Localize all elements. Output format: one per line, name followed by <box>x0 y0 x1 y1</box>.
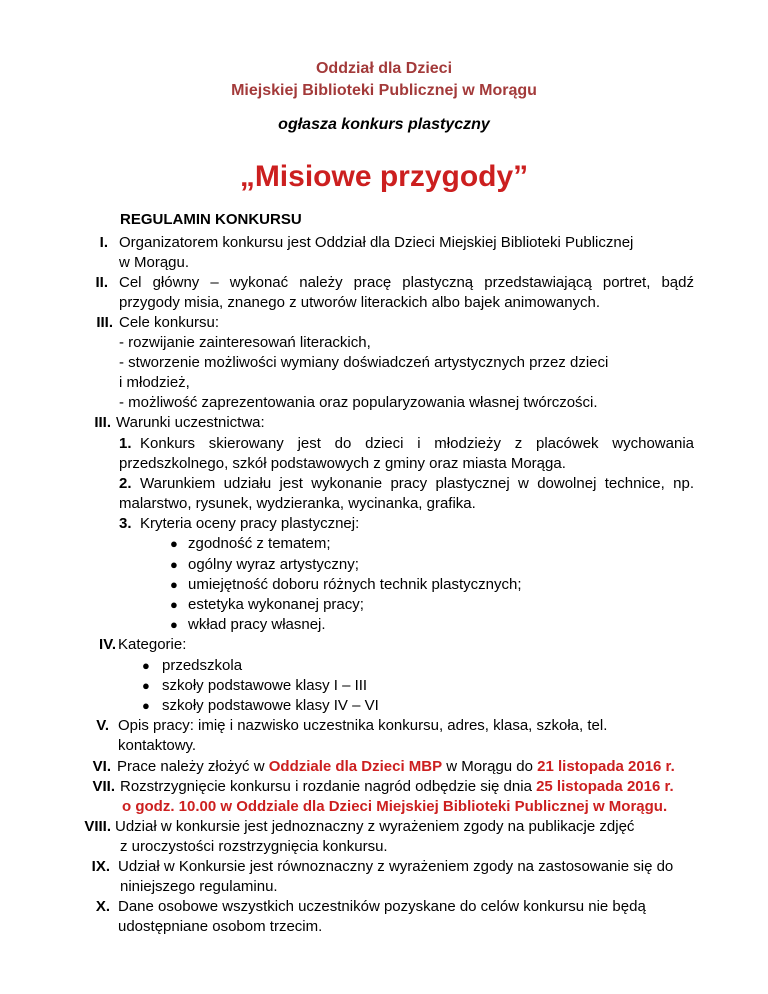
section-8-line-2: z uroczystości rozstrzygnięcia konkursu. <box>120 838 388 855</box>
criterion-item: ogólny wyraz artystyczny; <box>188 556 359 573</box>
category-item: przedszkola <box>162 657 243 674</box>
section-number: IV. <box>99 636 116 653</box>
goal-item-continued: i młodzież, <box>119 374 190 391</box>
section-2-line-2: przygody misia, znanego z utworów literackich albo bajek animowanych. <box>119 294 601 311</box>
contest-title: „Misiowe przygody” <box>239 160 529 193</box>
bullet-icon: ● <box>142 678 150 693</box>
section-7-line-2: o godz. 10.00 w Oddziale dla Dzieci Miejskiej Biblioteki Publicznej w Morągu. <box>122 798 668 815</box>
condition-number: 3. <box>119 515 132 532</box>
bullet-icon: ● <box>170 557 178 572</box>
section-6-text: Prace należy złożyć w Oddziale dla Dzieci MBP w Morągu do 21 listopada 2016 r. <box>117 758 675 775</box>
category-item: szkoły podstawowe klasy I – III <box>162 677 368 694</box>
section-1-line-1: Organizatorem konkursu jest Oddział dla Dzieci Miejskiej Biblioteki Publicznej <box>119 234 634 251</box>
section-number: II. <box>95 274 108 291</box>
section-number: VII. <box>92 778 115 795</box>
section-number: V. <box>96 717 109 734</box>
subtitle: ogłasza konkurs plastyczny <box>278 116 490 133</box>
section-2-line-1: Cel główny – wykonać należy pracę plastyczną przedstawiającą portret, bądź <box>119 274 694 291</box>
highlight-location: Oddziale dla Dzieci MBP <box>268 758 443 775</box>
regulamin-heading: REGULAMIN KONKURSU <box>120 211 302 228</box>
section-10-line-2: udostępniane osobom trzecim. <box>118 918 323 935</box>
condition-1-line-2: przedszkolnego, szkół podstawowych z gminy oraz miasta Morąga. <box>119 455 566 472</box>
header-line-2: Miejskiej Biblioteki Publicznej w Morągu <box>231 82 537 99</box>
bullet-icon: ● <box>170 597 178 612</box>
bullet-icon: ● <box>170 617 178 632</box>
section-1-line-2: w Morągu. <box>119 254 190 271</box>
goal-item: - rozwijanie zainteresowań literackich, <box>119 334 371 351</box>
criterion-item: umiejętność doboru różnych technik plastycznych; <box>188 576 522 593</box>
section-3b-title: Warunki uczestnictwa: <box>116 414 265 431</box>
condition-2-line-2: malarstwo, rysunek, wydzieranka, wycinanka, grafika. <box>119 495 476 512</box>
section-number: VIII. <box>84 818 111 835</box>
category-item: szkoły podstawowe klasy IV – VI <box>162 697 379 714</box>
condition-3-line-1: Kryteria oceny pracy plastycznej: <box>140 515 360 532</box>
section-5-line-2: kontaktowy. <box>118 737 197 754</box>
section-3-title: Cele konkursu: <box>119 314 220 331</box>
section-number: IX. <box>91 858 110 875</box>
condition-1-line-1: Konkurs skierowany jest do dzieci i młodzieży z placówek wychowania <box>140 435 694 452</box>
section-7-text: Rozstrzygnięcie konkursu i rozdanie nagród odbędzie się dnia 25 listopada 2016 r. <box>120 778 674 795</box>
bullet-icon: ● <box>170 536 178 551</box>
section-8-line-1: Udział w konkursie jest jednoznaczny z wyrażeniem zgody na publikacje zdjęć <box>115 818 635 835</box>
highlight-deadline: 21 listopada 2016 r. <box>537 758 675 775</box>
section-4-title: Kategorie: <box>118 636 187 653</box>
section-9-line-2: niniejszego regulaminu. <box>120 878 278 895</box>
bullet-icon: ● <box>170 577 178 592</box>
section-number: I. <box>99 234 108 251</box>
criterion-item: wkład pracy własnej. <box>188 616 326 633</box>
bullet-icon: ● <box>142 658 150 673</box>
bullet-icon: ● <box>142 698 150 713</box>
header-line-1: Oddział dla Dzieci <box>315 60 453 77</box>
section-number: VI. <box>92 758 111 775</box>
section-9-line-1: Udział w Konkursie jest równoznaczny z wyrażeniem zgody na zastosowanie się do <box>118 858 674 875</box>
section-10-line-1: Dane osobowe wszystkich uczestników pozyskane do celów konkursu nie będą <box>118 898 646 915</box>
condition-2-line-1: Warunkiem udziału jest wykonanie pracy plastycznej w dowolnej technice, np. <box>140 475 694 492</box>
condition-number: 2. <box>119 475 132 492</box>
section-5-line-1: Opis pracy: imię i nazwisko uczestnika konkursu, adres, klasa, szkoła, tel. <box>118 717 608 734</box>
goal-item: - możliwość zaprezentowania oraz popularyzowania własnej twórczości. <box>119 394 598 411</box>
criterion-item: estetyka wykonanej pracy; <box>188 596 364 613</box>
condition-number: 1. <box>119 435 132 452</box>
section-number: III. <box>96 314 113 331</box>
criterion-item: zgodność z tematem; <box>188 535 331 552</box>
goal-item: - stworzenie możliwości wymiany doświadczeń artystycznych przez dzieci <box>119 354 609 371</box>
highlight-date: 25 listopada 2016 r. <box>536 778 674 795</box>
section-number: III. <box>94 414 111 431</box>
section-number: X. <box>95 898 110 915</box>
